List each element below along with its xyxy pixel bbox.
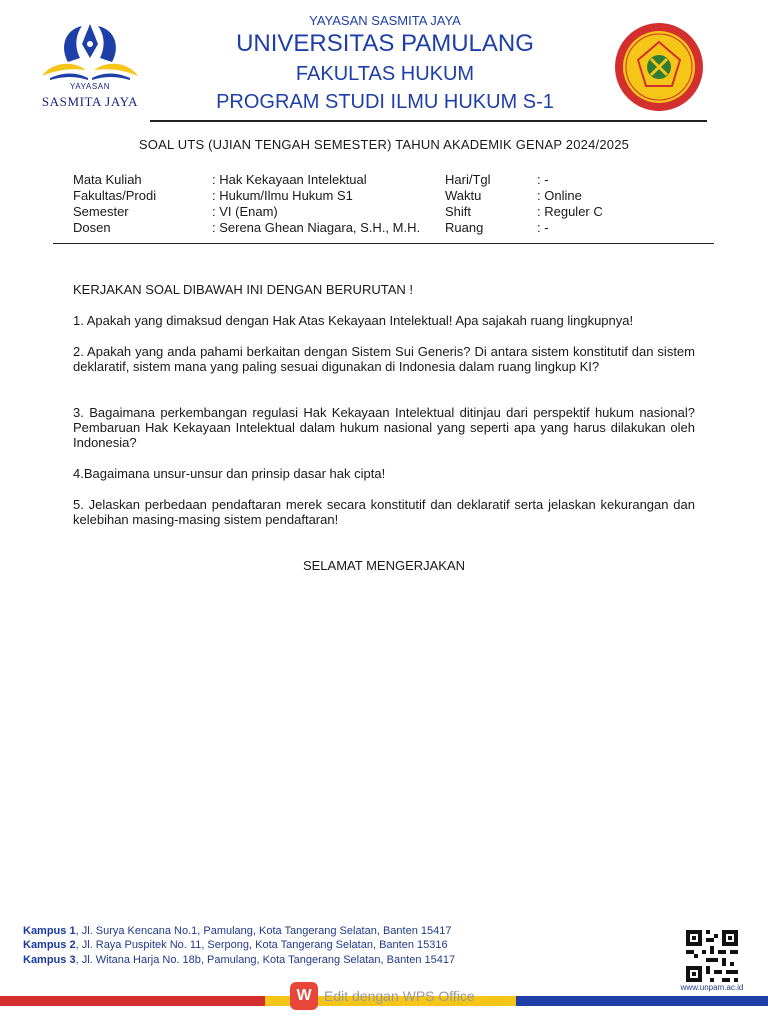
wps-office-icon[interactable]: W <box>290 982 318 1010</box>
campus3-address: , Jl. Witana Harja No. 18b, Pamulang, Kota Tangerang Selatan, Banten 15417 <box>75 953 456 966</box>
campus1-label: Kampus 1 <box>23 925 76 937</box>
university-seal <box>614 22 704 112</box>
logo-caption-big: SASMITA JAYA <box>41 94 139 109</box>
info-label-date: Hari/Tgl <box>445 172 491 187</box>
qr-code <box>686 930 738 982</box>
info-value-course: : Hak Kekayaan Intelektual <box>212 172 367 187</box>
campus1-address: , Jl. Surya Kencana No.1, Pamulang, Kota Tangerang Selatan, Banten 15417 <box>75 925 452 937</box>
info-label-time: Waktu <box>445 188 482 203</box>
info-value-faculty: : Hukum/Ilmu Hukum S1 <box>212 188 353 203</box>
wps-edit-text[interactable]: Edit dengan WPS Office <box>324 988 475 1004</box>
question-4: 4.Bagaimana unsur-unsur dan prinsip dasar hak cipta! <box>73 466 386 481</box>
campus2-address: , Jl. Raya Puspitek No. 11, Serpong, Kota Tangerang Selatan, Banten 15316 <box>75 939 448 952</box>
info-label-faculty: Fakultas/Prodi <box>73 188 157 203</box>
info-label-semester: Semester <box>73 204 129 219</box>
campus3-label: Kampus 3 <box>23 953 76 966</box>
question-3: 3. Bagaimana perkembangan regulasi Hak Kekayaan Intelektual ditinjau dari perspektif hukum nasional? Pembaruan Hak Kekayaan Intelektual dalam hukum nasional yang seperti apa yang harus dilakukan oleh Indonesia? <box>73 405 695 450</box>
footer-bar-red <box>0 996 265 1006</box>
info-value-shift: : Reguler C <box>537 204 603 219</box>
info-value-lecturer: : Serena Ghean Niagara, S.H., M.H. <box>212 220 421 235</box>
header-divider <box>150 120 707 122</box>
foundation-name: YAYASAN SASMITA JAYA <box>309 13 461 28</box>
campus2-label: Kampus 2 <box>23 939 76 952</box>
university-name: UNIVERSITAS PAMULANG <box>236 30 534 57</box>
question-2: 2. Apakah yang anda pahami berkaitan dengan Sistem Sui Generis? Di antara sistem konstitutif dan sistem deklaratif, sistem mana yang paling sesuai digunakan di Indonesia dalam ruang lingkup KI? <box>73 344 695 374</box>
question-1: 1. Apakah yang dimaksud dengan Hak Atas Kekayaan Intelektual! Apa sajakah ruang lingkupnya! <box>73 313 634 328</box>
info-label-lecturer: Dosen <box>73 220 111 235</box>
info-label-course: Mata Kuliah <box>73 172 142 187</box>
instruction-text: KERJAKAN SOAL DIBAWAH INI DENGAN BERURUTAN ! <box>73 282 413 297</box>
logo-caption-small: YAYASAN <box>69 82 111 91</box>
info-value-time: : Online <box>537 188 582 203</box>
closing-text: SELAMAT MENGERJAKAN <box>302 558 466 573</box>
info-value-date: : - <box>537 172 549 187</box>
program-name: PROGRAM STUDI ILMU HUKUM S-1 <box>216 91 554 113</box>
footer-bar-blue <box>516 996 768 1006</box>
info-divider <box>53 243 714 244</box>
sasmita-jaya-logo <box>30 18 150 114</box>
info-value-room: : - <box>537 220 549 235</box>
exam-title: SOAL UTS (UJIAN TENGAH SEMESTER) TAHUN AKADEMIK GENAP 2024/2025 <box>138 137 630 152</box>
info-label-room: Ruang <box>445 220 484 235</box>
info-label-shift: Shift <box>445 204 472 219</box>
faculty-name: FAKULTAS HUKUM <box>295 63 475 85</box>
info-value-semester: : VI (Enam) <box>212 204 278 219</box>
question-5: 5. Jelaskan perbedaan pendaftaran merek secara konstitutif dan deklaratif serta jelaskan kekurangan dan kelebihan masing-masing sistem pendaftaran! <box>73 497 695 527</box>
website-url: www.unpam.ac.id <box>680 983 744 992</box>
campus-addresses <box>23 924 478 967</box>
